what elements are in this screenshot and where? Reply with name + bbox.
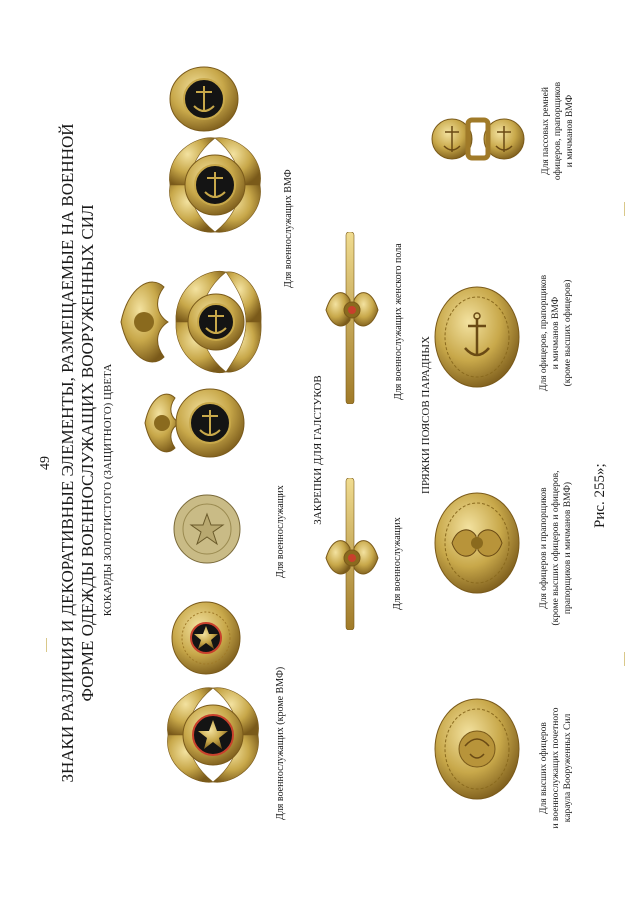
caption-line: Для офицеров и прапорщиков	[539, 487, 549, 609]
caption-buckle-officers	[538, 458, 574, 638]
caption-buckle-belt	[540, 66, 576, 196]
caption-tie-clip-women: Для военнослужащих женского пола	[393, 243, 404, 400]
caption-cockade-general: Для военнослужащих (кроме ВМФ)	[275, 666, 286, 820]
cockade-oval-star	[166, 598, 246, 678]
tie-clips-heading: ЗАКРЕПКИ ДЛЯ ГАЛСТУКОВ	[312, 375, 324, 525]
title-line-2: ФОРМЕ ОДЕЖДЫ ВОЕННОСЛУЖАЩИХ ВООРУЖЕННЫХ СИЛ	[78, 204, 97, 702]
page-title	[58, 68, 98, 838]
cockade-navy-eagle-small	[140, 378, 250, 468]
buckle-senior	[432, 696, 522, 802]
cockade-wreath-star	[158, 680, 268, 790]
caption-cockade-navy: Для военнослужащих ВМФ	[283, 169, 294, 288]
caption-line: (кроме высших офицеров и офицеров,	[551, 470, 561, 626]
margin-mark	[46, 638, 47, 652]
tie-clip-women	[322, 232, 382, 404]
title-line-1: ЗНАКИ РАЗЛИЧИЯ И ДЕКОРАТИВНЫЕ ЭЛЕМЕНТЫ, РАЗМЕЩАЕМЫЕ НА ВОЕННОЙ	[58, 123, 77, 783]
caption-cockade-field: Для военнослужащих	[275, 485, 286, 578]
caption-line: и мичманов ВМФ	[565, 94, 575, 168]
margin-mark	[624, 652, 625, 666]
caption-line: Для пассовых ремней	[541, 87, 551, 175]
figure-label: Рис. 255»;	[592, 463, 608, 528]
caption-tie-clip-men: Для военнослужащих	[392, 517, 403, 610]
buckles-heading: ПРЯЖКИ ПОЯСОВ ПАРАДНЫХ	[420, 336, 432, 494]
caption-line: Для высших офицеров	[539, 722, 549, 814]
cockade-navy-oval	[166, 64, 242, 134]
page-number: 49	[38, 456, 53, 470]
margin-mark	[624, 202, 625, 216]
cockade-navy-wreath	[160, 130, 270, 240]
caption-line: и военнослужащих почетного	[551, 707, 561, 829]
caption-buckle-senior	[538, 698, 574, 838]
buckle-officers	[432, 490, 522, 596]
caption-buckle-navy	[538, 258, 574, 408]
caption-line: (кроме высших офицеров)	[563, 279, 573, 387]
buckle-navy	[432, 284, 522, 390]
cockade-navy-eagle-large	[116, 262, 266, 382]
cockades-heading: КОКАРДЫ ЗОЛОТИСТОГО (ЗАЩИТНОГО) ЦВЕТА	[102, 363, 114, 617]
buckle-belt	[430, 108, 526, 170]
tie-clip-men	[322, 478, 382, 630]
caption-line: и мичманов ВМФ	[551, 296, 561, 370]
caption-line: караула Вооруженных Сил	[563, 713, 573, 823]
caption-line: офицеров, прапорщиков	[553, 81, 563, 181]
caption-line: Для офицеров, прапорщиков	[539, 274, 549, 392]
caption-line: прапорщиков и мичманов ВМФ)	[563, 481, 573, 615]
cockade-field	[170, 492, 244, 566]
